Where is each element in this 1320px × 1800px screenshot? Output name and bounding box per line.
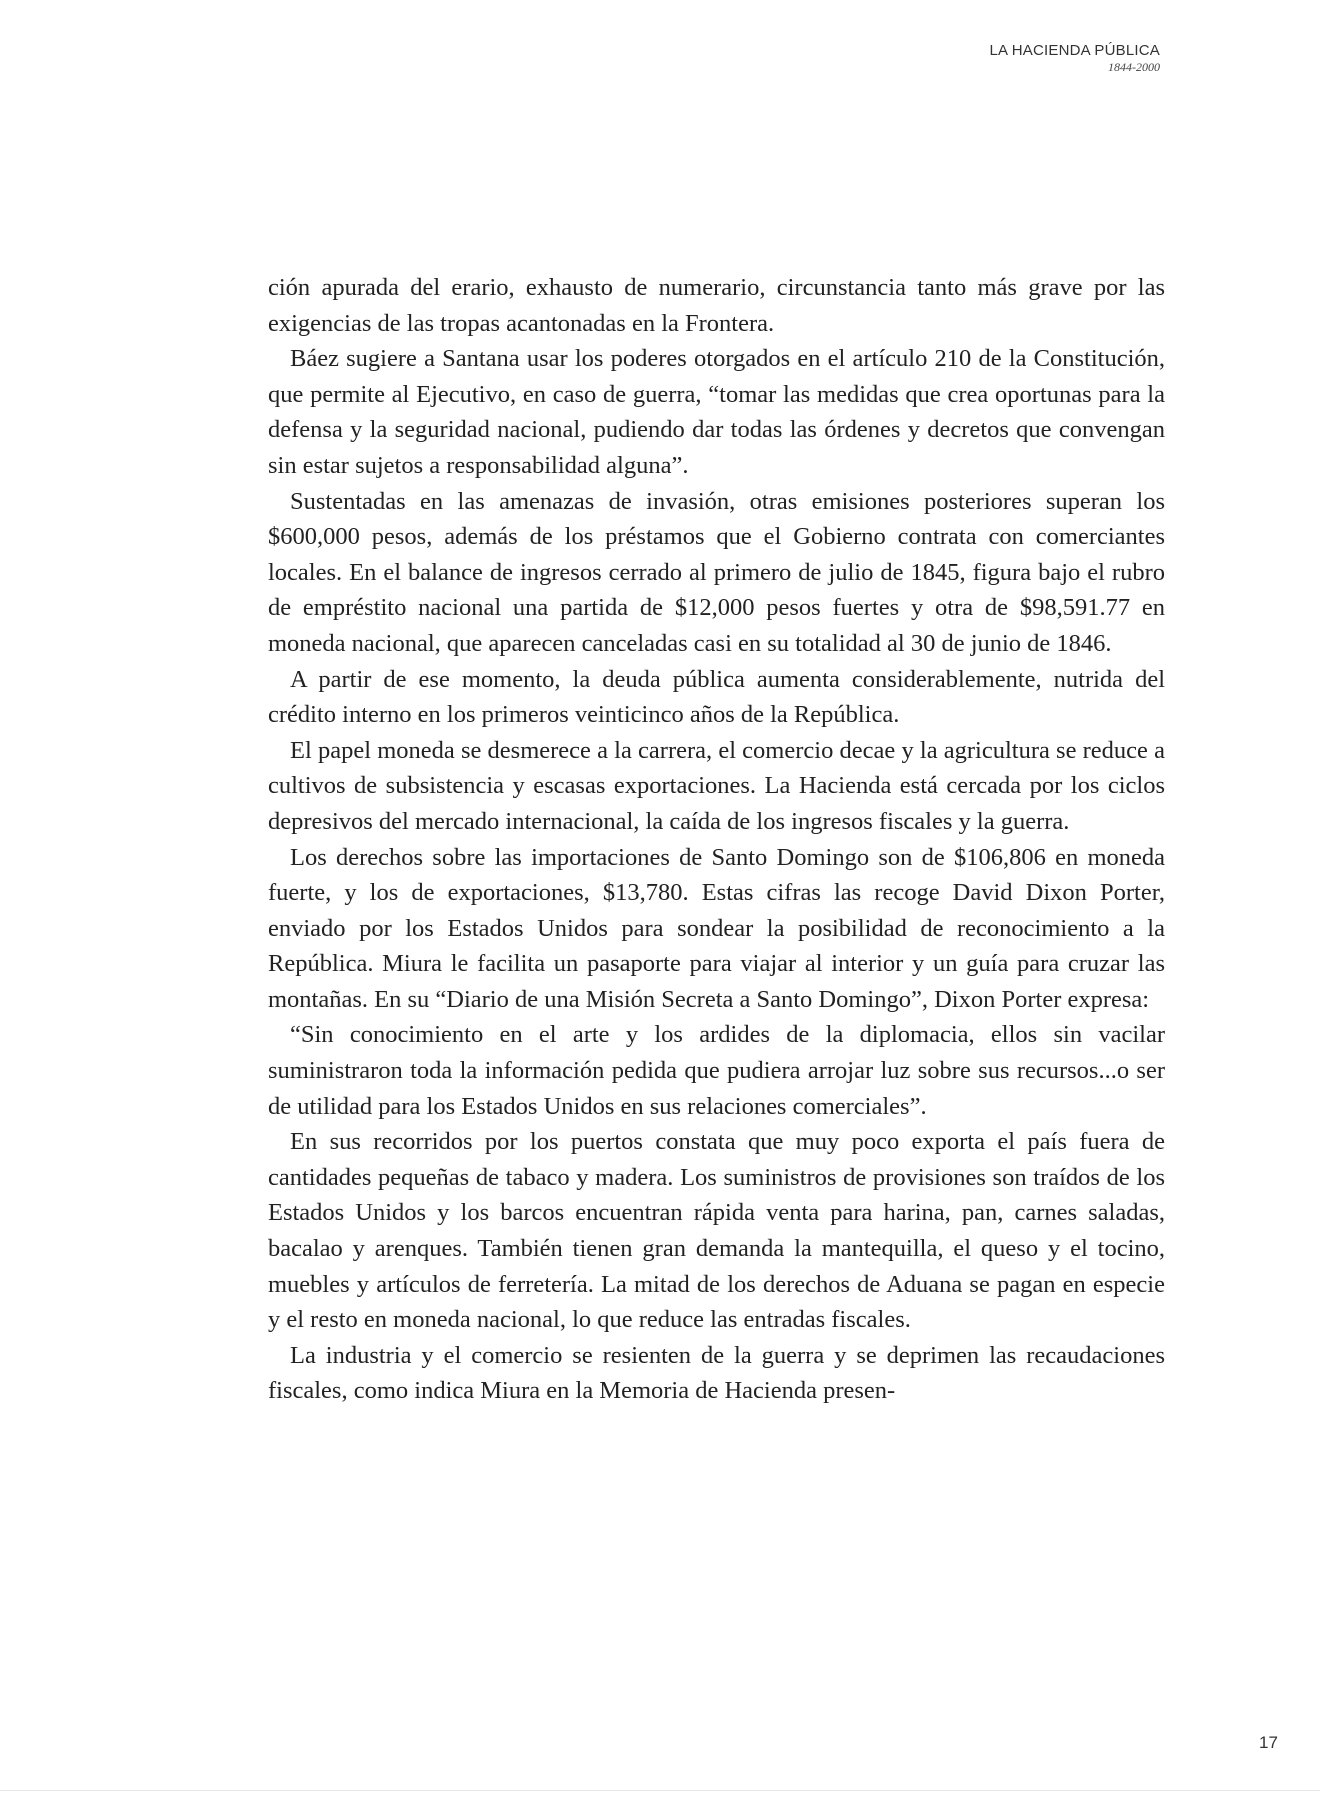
running-head-title: LA HACIENDA PÚBLICA: [989, 42, 1160, 59]
paragraph: El papel moneda se desmerece a la carrera, el comercio decae y la agricultura se reduce a cultivos de subsistencia y escasas exportaciones. La Hacienda está cercada por los ciclos depresivos del mercado internacional, la caída de los ingresos fiscales y la guerra.: [268, 736, 1165, 835]
paragraph-continued: ción apurada del erario, exhausto de numerario, circunstancia tanto más grave por las exigencias de las tropas acantonadas en la Frontera.: [268, 274, 1165, 337]
page-number: 17: [1259, 1733, 1278, 1752]
block-quote: “Sin conocimiento en el arte y los ardides de la diplomacia, ellos sin vacilar suministraron toda la información pedida que pudiera arrojar luz sobre sus recursos...o ser de utilidad para los Estados Unidos en sus relaciones comerciales”.: [268, 1021, 1165, 1120]
page-edge-rule: [0, 1790, 1320, 1791]
running-head: [820, 42, 1160, 75]
paragraph: Sustentadas en las amenazas de invasión, otras emisiones posteriores superan los $600,000 pesos, además de los préstamos que el Gobierno contrata con comerciantes locales. En el balance de ingresos cerrado al primero de julio de 1845, figura bajo el rubro de empréstito nacional una partida de $12,000 pesos fuertes y otra de $98,591.77 en moneda nacional, que aparecen canceladas casi en su totalidad al 30 de junio de 1846.: [268, 487, 1165, 657]
paragraph: A partir de ese momento, la deuda pública aumenta considerablemente, nutrida del crédito interno en los primeros veinticinco años de la República.: [268, 665, 1165, 729]
paragraph: Los derechos sobre las importaciones de Santo Domingo son de $106,806 en moneda fuerte, y los de exportaciones, $13,780. Estas cifras las recoge David Dixon Porter, enviado por los Estados Unidos para sondear la posibilidad de reconocimiento a la República. Miura le facilita un pasaporte para viajar al interior y un guía para cruzar las montañas. En su “Diario de una Misión Secreta a Santo Domingo”, Dixon Porter expresa:: [268, 843, 1165, 1013]
running-head-years: 1844-2000: [1108, 60, 1160, 74]
paragraph: La industria y el comercio se resienten de la guerra y se deprimen las recaudaciones fiscales, como indica Miura en la Memoria de Hacienda presen-: [268, 1341, 1165, 1405]
paragraph: Báez sugiere a Santana usar los poderes otorgados en el artículo 210 de la Constitución, que permite al Ejecutivo, en caso de guerra, “tomar las medidas que crea oportunas para la defensa y la seguridad nacional, pudiendo dar todas las órdenes y decretos que convengan sin estar sujetos a responsabilidad alguna”.: [268, 345, 1165, 479]
body-text: [268, 270, 1165, 1409]
paragraph: En sus recorridos por los puertos constata que muy poco exporta el país fuera de cantidades pequeñas de tabaco y madera. Los suministros de provisiones son traídos de los Estados Unidos y los barcos encuentran rápida venta para harina, pan, carnes saladas, bacalao y arenques. También tienen gran demanda la mantequilla, el queso y el tocino, muebles y artículos de ferretería. La mitad de los derechos de Aduana se pagan en especie y el resto en moneda nacional, lo que reduce las entradas fiscales.: [268, 1128, 1165, 1334]
